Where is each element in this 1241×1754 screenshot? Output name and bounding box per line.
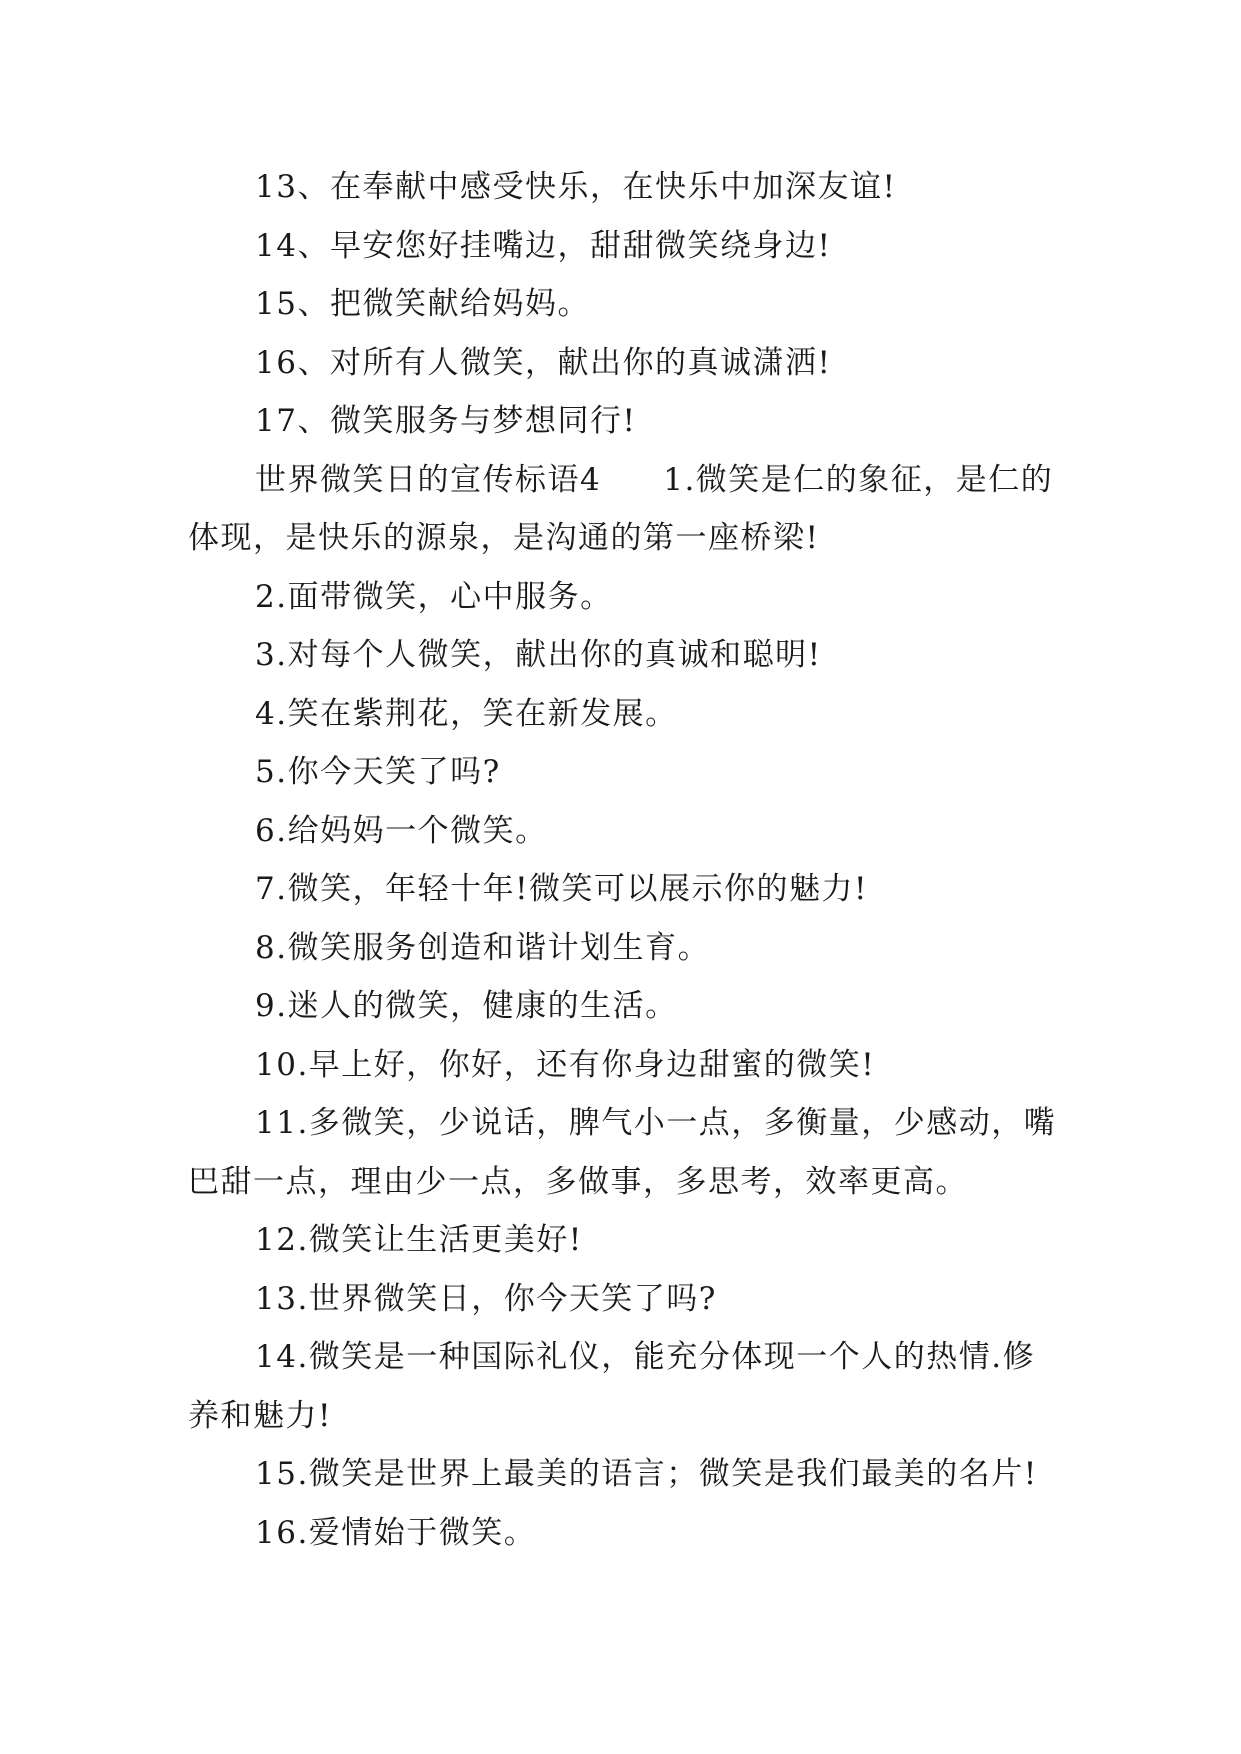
section-first-item: 1.微笑是仁的象征，是仁的体现，是快乐的源泉，是沟通的第一座桥梁! [188, 461, 1054, 556]
list-item: 12.微笑让生活更美好! [255, 1222, 583, 1258]
list-item: 5.你今天笑了吗? [255, 754, 501, 790]
list-item: 13.世界微笑日，你今天笑了吗? [255, 1280, 717, 1317]
document-body [188, 158, 1058, 1562]
list-item: 9.迷人的微笑，健康的生活。 [255, 988, 678, 1024]
list-item: 16.爱情始于微笑。 [255, 1514, 537, 1551]
list-item: 15.微笑是世界上最美的语言；微笑是我们最美的名片! [255, 1456, 1038, 1492]
list-item-wrapped: 11.多微笑，少说话，脾气小一点，多衡量，少感动，嘴巴甜一点，理由少一点，多做事，多思考，效率更高。 [188, 1105, 1057, 1200]
list-item: 13、在奉献中感受快乐，在快乐中加深友谊! [255, 169, 897, 205]
list-item: 15、把微笑献给妈妈。 [255, 286, 590, 322]
list-item: 2.面带微笑，心中服务。 [255, 578, 613, 615]
list-item-wrapped: 14.微笑是一种国际礼仪，能充分体现一个人的热情.修养和魅力! [188, 1339, 1036, 1434]
list-item: 3.对每个人微笑，献出你的真诚和聪明! [255, 637, 822, 673]
section-heading: 世界微笑日的宣传标语4 [255, 461, 602, 498]
list-item: 10.早上好，你好，还有你身边甜蜜的微笑! [255, 1046, 876, 1083]
list-item: 14、早安您好挂嘴边，甜甜微笑绕身边! [255, 227, 832, 264]
list-item: 6.给妈妈一个微笑。 [255, 812, 548, 849]
list-item: 16、对所有人微笑，献出你的真诚潇洒! [255, 344, 832, 381]
section-paragraph [188, 451, 1058, 568]
list-item: 4.笑在紫荆花，笑在新发展。 [255, 695, 678, 732]
list-item: 8.微笑服务创造和谐计划生育。 [255, 929, 711, 966]
list-item: 17、微笑服务与梦想同行! [255, 403, 637, 439]
list-item: 7.微笑，年轻十年!微笑可以展示你的魅力! [255, 871, 868, 907]
